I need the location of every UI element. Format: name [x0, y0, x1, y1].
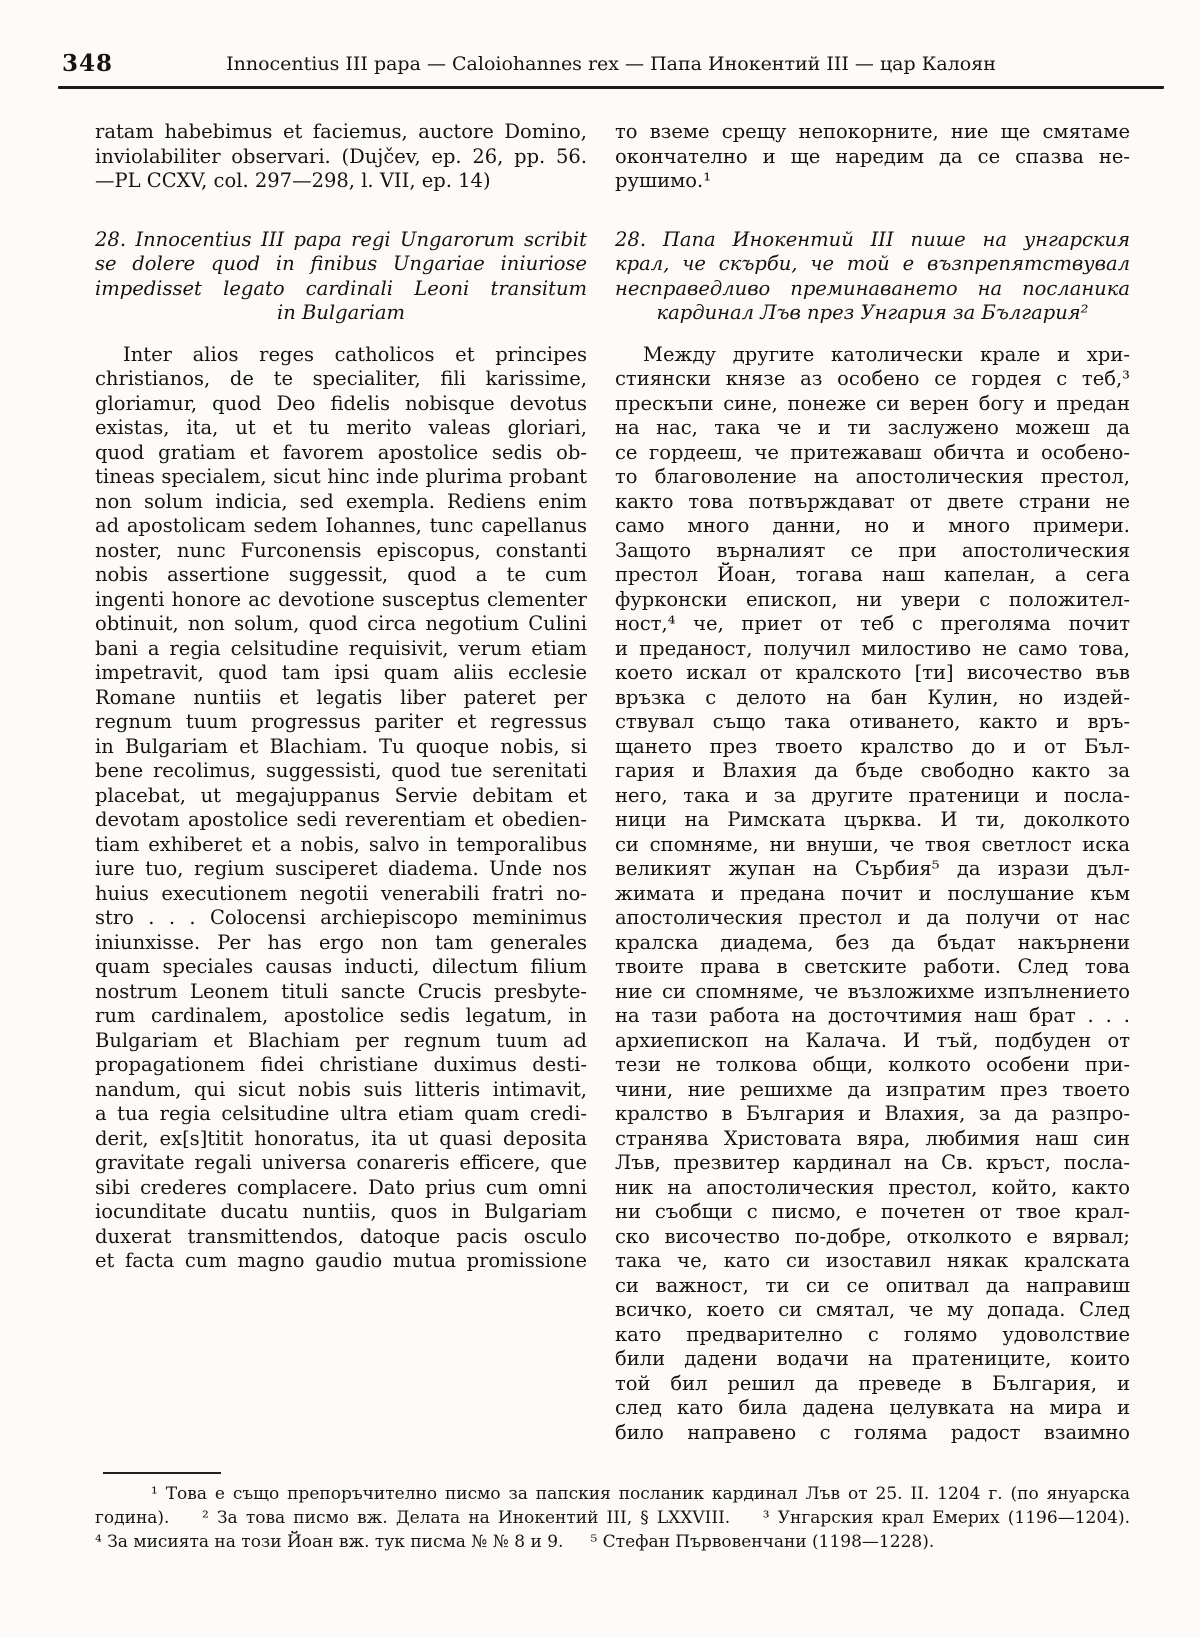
- text-line: то вземе срещу непокорните, ние ще смятаме: [615, 120, 1130, 143]
- text-line: ratam habebimus et faciemus, auctore Domino,: [95, 120, 587, 143]
- bulgarian-intro-paragraph: [615, 120, 1130, 194]
- text-line: ¹ Това е също препоръчително писмо за папския посланик кардинал Лъв от 25. II. 1204 г. (по януарска: [151, 1484, 1130, 1504]
- text-line: така че, като си изоставил някак кралската: [615, 1249, 1130, 1272]
- text-line: чини, ние решихме да изпратим през твоето: [615, 1077, 1130, 1101]
- text-line: Защото върналият се при апостолическия: [615, 538, 1130, 562]
- text-line: връзка с делото на бан Кулин, но издей-: [615, 685, 1130, 709]
- text-line: impetravit, quod tam ipsi quam aliis ecclesie: [95, 661, 587, 684]
- text-line: huius executionem negotii venerabili fratri no-: [95, 881, 587, 905]
- text-line: non solum indicia, sed exempla. Rediens enim: [95, 489, 587, 513]
- text-line: ност,⁴ че, приет от теб с преголяма почит: [615, 612, 1130, 635]
- text-line: ник на апостолическия престол, който, както: [615, 1175, 1130, 1199]
- text-line: iniunxisse. Per has ergo non tam generales: [95, 930, 587, 954]
- text-line: стиянски князе аз особено се гордея с теб,³: [615, 367, 1130, 390]
- text-line: Romane nuntiis et legatis liber pateret per: [95, 685, 587, 709]
- text-line: existas, ita, ut et tu merito valeas gloriari,: [95, 416, 587, 439]
- text-line: архиепископ на Калача. И тъй, подбуден от: [615, 1028, 1130, 1052]
- footnotes: [95, 1482, 1130, 1554]
- text-line: in Bulgariam et Blachiam. Tu quoque nobis, si: [95, 734, 587, 758]
- text-line: —PL CCXV, col. 297—298, l. VII, ep. 14): [95, 169, 491, 192]
- text-line: impedisset legato cardinali Leoni transitum: [95, 276, 587, 300]
- text-line: след като била дадена целувката на мира и: [615, 1396, 1130, 1419]
- text-line: всичко, което си смятал, че му допада. След: [615, 1298, 1130, 1321]
- text-line: quod gratiam et favorem apostolice sedis ob-: [95, 440, 587, 464]
- text-line: кралство в България и Влахия, за да разпро-: [615, 1102, 1130, 1125]
- text-line: несправедливо преминаването на посланика: [615, 276, 1130, 300]
- text-line: propagationem fidei christiane duximus desti-: [95, 1053, 587, 1076]
- text-line: 28. Innocentius III papa regi Ungarorum scribit: [95, 227, 587, 251]
- text-line: ско височество по-добре, отколкото е вярвал;: [615, 1224, 1130, 1248]
- header-rule: [58, 86, 1164, 89]
- text-line: Inter alios reges catholicos et principes: [123, 342, 587, 366]
- text-line: както това потвърждават от двете страни не: [615, 489, 1130, 513]
- footnote-separator: [103, 1472, 221, 1474]
- text-line: bani a regia celsitudine requisivit, verum etiam: [95, 636, 587, 660]
- text-line: него, така и за другите пратеници и посла-: [615, 783, 1130, 807]
- text-line: което искал от кралското [ти] височество във: [615, 661, 1130, 684]
- text-line: било направено с голяма радост взаимно: [615, 1420, 1130, 1444]
- text-line: regnum tuum progressus pariter et regressus: [95, 710, 587, 733]
- text-line: ad apostolicam sedem Iohannes, tunc capellanus: [95, 514, 587, 537]
- text-line: tiam exhiberet et a nobis, salvo in temporalibus: [95, 832, 587, 856]
- text-line: iocunditate ducatu nuntiis, quos in Bulgariam: [95, 1200, 587, 1223]
- text-line: ние си спомняме, че възложихме изпълнението: [615, 979, 1130, 1003]
- text-line: ⁴ За мисията на този Йоан вж. тук писма № № 8 и 9. ⁵ Стефан Първовенчани (1198—1228).: [95, 1532, 935, 1552]
- text-line: крал, че скърби, че той е възпрепятствувал: [615, 252, 1130, 275]
- text-line: рушимо.¹: [615, 169, 712, 192]
- text-line: gloriamur, quod Deo fidelis nobisque devotus: [95, 391, 587, 415]
- text-line: великият жупан на Сърбия⁵ да изрази дъл-: [615, 857, 1130, 880]
- text-line: 28. Папа Инокентий III пише на унгарския: [615, 227, 1130, 251]
- running-title: Innocentius III papa — Caloiohannes rex — Папа Инокентий III — цар Калоян: [226, 53, 996, 75]
- text-line: кардинал Лъв през Унгария за България²: [656, 301, 1089, 324]
- text-line: inviolabiliter observari. (Dujčev, ep. 26, pp. 56.: [95, 144, 587, 168]
- text-line: то благоволение на апостолическия престол,: [615, 465, 1130, 488]
- latin-section-heading: [95, 228, 587, 326]
- latin-intro-paragraph: [95, 120, 587, 194]
- text-line: obtinuit, non solum, quod circa negotium Culini: [95, 612, 587, 635]
- text-line: ствувал също така отиването, както и връ-: [615, 710, 1130, 733]
- bulgarian-body-paragraph: [615, 343, 1130, 1446]
- text-line: stro . . . Colocensi archiepiscopo meminimus: [95, 906, 587, 929]
- text-line: christianos, de te specialiter, fili karissime,: [95, 367, 587, 390]
- text-line: Bulgariam et Blachiam per regnum tuum ad: [95, 1028, 587, 1052]
- text-line: и преданост, получил милостиво не само това,: [615, 636, 1130, 660]
- bulgarian-section-heading: [615, 228, 1130, 326]
- text-line: se dolere quod in finibus Ungariae iniuriose: [95, 252, 587, 275]
- text-line: et facta cum magno gaudio mutua promissione: [95, 1249, 587, 1272]
- text-line: rum cardinalem, apostolice sedis legatum, in: [95, 1004, 587, 1027]
- text-line: си важност, ти си се опитвал да направиш: [615, 1273, 1130, 1297]
- text-line: duxerat transmittendos, datoque pacis osculo: [95, 1224, 587, 1248]
- text-line: тези не толкова общи, колкото особени при-: [615, 1053, 1130, 1076]
- text-line: Между другите католически крале и хри-: [643, 342, 1130, 366]
- text-line: bene recolimus, suggessisti, quod tue serenitati: [95, 759, 587, 782]
- text-line: ни съобщи с писмо, е почетен от твое крал-: [615, 1200, 1130, 1223]
- text-line: devotam apostolice sedi reverentiam et obedien-: [95, 808, 587, 831]
- text-line: само много данни, но и много примери.: [615, 514, 1130, 537]
- text-line: quam speciales causas inducti, dilectum filium: [95, 955, 587, 978]
- text-line: година). ² За това писмо вж. Делата на Инокентий III, § LXXVIII. ³ Унгарския крал Емерих (1196—1204).: [95, 1508, 1130, 1528]
- text-line: iure tuo, regium susciperet diadema. Unde nos: [95, 857, 587, 880]
- text-line: щането през твоето кралство до и от Бъл-: [615, 734, 1130, 758]
- text-line: жимата и предана почит и послушание към: [615, 881, 1130, 905]
- text-line: gravitate regali universa conareris efficere, que: [95, 1151, 587, 1174]
- text-line: nostrum Leonem tituli sancte Crucis presbyte-: [95, 979, 587, 1003]
- text-line: на нас, така че и ти заслужено можеш да: [615, 416, 1130, 439]
- text-line: били дадени водачи на пратениците, които: [615, 1347, 1130, 1370]
- text-line: nobis assertione suggessit, quod a te cum: [95, 563, 587, 586]
- text-line: derit, ex[s]titit honoratus, ita ut quasi deposita: [95, 1126, 587, 1150]
- text-line: фурконски епископ, ни увери с положител-: [615, 587, 1130, 611]
- latin-column: [95, 112, 587, 1445]
- bulgarian-column: [615, 112, 1130, 1445]
- text-line: на тази работа на досточтимия наш брат . . .: [615, 1004, 1130, 1027]
- text-line: nandum, qui sicut nobis suis litteris intimavit,: [95, 1077, 587, 1101]
- text-line: noster, nunc Furconensis episcopus, constanti: [95, 538, 587, 562]
- text-line: твоите права в светските работи. След това: [615, 955, 1130, 978]
- text-line: престол Йоан, тогава наш капелан, а сега: [615, 563, 1130, 586]
- text-line: той бил решил да преведе в България, и: [615, 1371, 1130, 1395]
- text-line: кралска диадема, без да бъдат накърнени: [615, 930, 1130, 954]
- text-line: като предварително с голямо удоволствие: [615, 1322, 1130, 1346]
- text-line: апостолическия престол и да получи от нас: [615, 906, 1130, 929]
- text-line: се гордееш, че притежаваш обичта и особено-: [615, 440, 1130, 464]
- text-line: гария и Влахия да бъде свободно както за: [615, 759, 1130, 782]
- latin-body-paragraph: [95, 343, 587, 1274]
- text-line: a tua regia celsitudine ultra etiam quam credi-: [95, 1102, 587, 1125]
- text-line: sibi crederes complacere. Dato prius cum omni: [95, 1175, 587, 1199]
- text-line: ници на Римската църква. И ти, доколкото: [615, 808, 1130, 831]
- text-line: tineas specialem, sicut hinc inde plurima probant: [95, 465, 587, 488]
- text-line: прескъпи сине, понеже си верен богу и предан: [615, 391, 1130, 415]
- text-line: placebat, ut megajuppanus Servie debitam et: [95, 783, 587, 807]
- text-line: in Bulgariam: [277, 301, 405, 324]
- text-line: странява Христовата вяра, любимия наш син: [615, 1126, 1130, 1150]
- text-line: си спомняме, ни внуши, че твоя светлост иска: [615, 832, 1130, 856]
- text-line: Лъв, презвитер кардинал на Св. кръст, посла-: [615, 1151, 1130, 1174]
- text-columns: [95, 112, 1130, 1445]
- text-line: окончателно и ще наредим да се спазва не-: [615, 144, 1130, 168]
- page-number: 348: [62, 50, 114, 77]
- page-header: [62, 48, 1160, 82]
- text-line: ingenti honore ac devotione susceptus clementer: [95, 587, 587, 611]
